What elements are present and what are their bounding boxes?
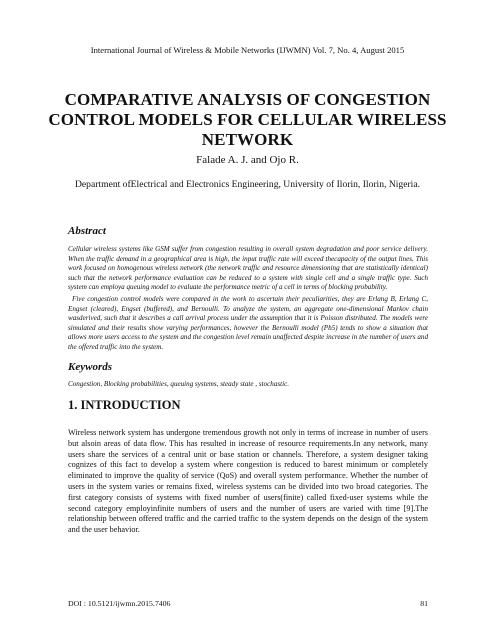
affiliation: Department ofElectrical and Electronics Engineering, University of Ilorin, Ilorin, Nigeria. xyxy=(75,179,420,190)
keywords-heading: Keywords xyxy=(68,361,112,373)
footer-doi: DOI : 10.5121/ijwmn.2015.7406 xyxy=(68,599,171,608)
journal-header: International Journal of Wireless & Mobile Networks (IJWMN) Vol. 7, No. 4, August 2015 xyxy=(90,45,405,55)
abstract-paragraph-1: Cellular wireless systems like GSM suffer from congestion resulting in overall system degradation and poor service delivery. When the traffic demand in a geographical area is high, the input traffic rate will exceed thecapacity of the output lines. This work focused on homogenous wireless network (the network traffic and resource dimensioning that are statistically identical) such that the network performance evaluation can be reduced to a system with single cell and a single traffic type. Such system can employa queuing model to evaluate the performance metric of a cell in terms of blocking probability. xyxy=(68,245,428,292)
page-number: 81 xyxy=(420,599,428,608)
introduction-heading: 1. INTRODUCTION xyxy=(68,398,181,412)
paper-title: COMPARATIVE ANALYSIS OF CONGESTION CONTROL MODELS FOR CELLULAR WIRELESS NETWORK xyxy=(48,90,447,149)
abstract-paragraph-2: Five congestion control models were compared in the work to ascertain their peculiarities, they are Erlang B, Erlang C, Engset (cleared), Engset (buffered), and Bernoulli. To analyze the system, an aggregate one-dimensional Markov chain wasderived, such that it describes a call arrival process under the assumption that it is Poisson distributed. The models were simulated and their results show varying performances, however the Bernoulli model (Pb5) tends to show a situation that allows more users access to the system and the congestion level remain unaffected despite increase in the number of users and the offered traffic into the system. xyxy=(68,295,428,351)
introduction-paragraph: Wireless network system has undergone tremendous growth not only in terms of increase in number of users but alsoin areas of data flow. This has resulted in increase of resource requirements.In any network, many users share the services of a central unit or base station or channels. Therefore, a system designer taking cognizes of this fact to develop a system where congestion is reduced to barest minimum or completely eliminated to improve the quality of service (QoS) and overall system performance. Whether the number of users in the system varies or remains fixed, wireless systems can be divided into two broad categories. The first category consists of systems with fixed number of users(finite) called fixed-user systems while the second category employinfinite numbers of users and the number of users are varied with time [9].The relationship between offered traffic and the carried traffic to the system depends on the design of the system and the user behavior. xyxy=(68,428,428,535)
abstract-heading: Abstract xyxy=(68,225,106,237)
authors: Falade A. J. and Ojo R. xyxy=(196,154,299,166)
keywords-text: Congestion, Blocking probabilities, queuing systems, steady state , stochastic. xyxy=(68,380,289,388)
